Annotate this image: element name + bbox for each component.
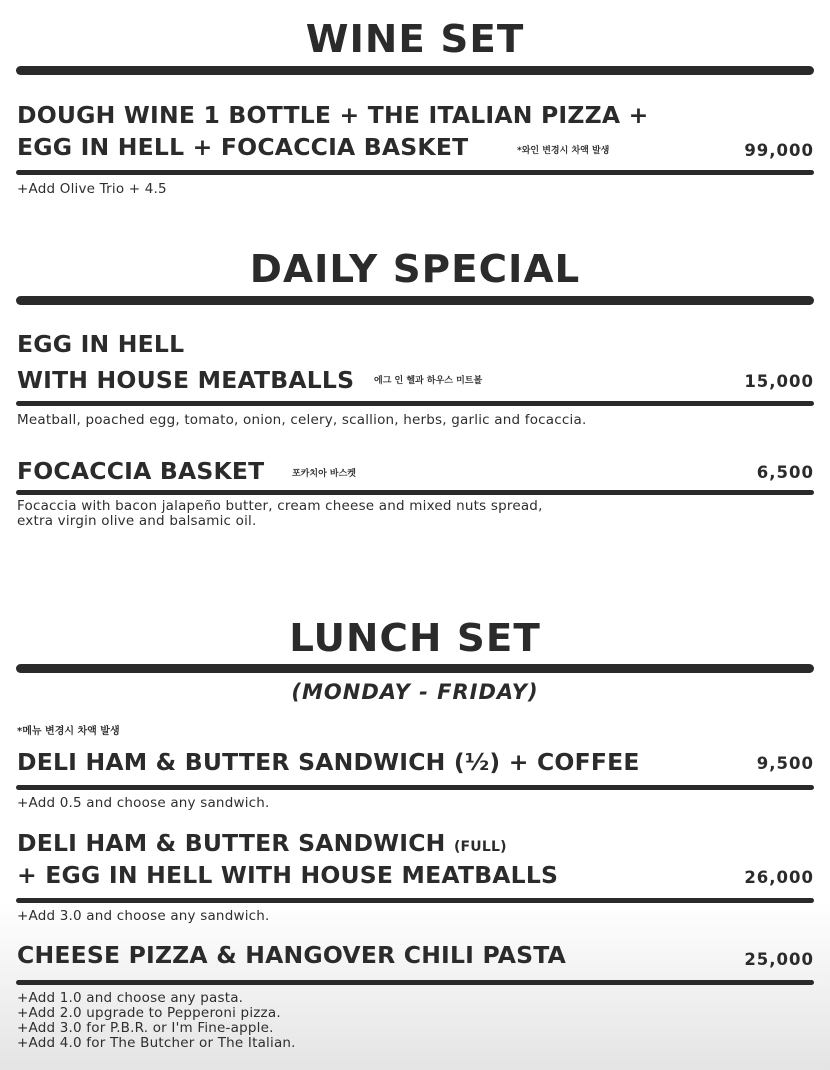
wine-set-item-line2: EGG IN HELL + FOCACCIA BASKET bbox=[17, 133, 469, 161]
wine-set-item-line1: DOUGH WINE 1 BOTTLE + THE ITALIAN PIZZA + bbox=[17, 101, 649, 129]
egg-in-hell-korean: 에그 인 헬과 하우스 미트볼 bbox=[374, 376, 483, 386]
lunch-item-3-addon: +Add 2.0 upgrade to Pepperoni pizza. bbox=[17, 1005, 281, 1021]
focaccia-basket-desc-line2: extra virgin olive and balsamic oil. bbox=[17, 513, 257, 529]
lunch-set-title: LUNCH SET bbox=[289, 616, 541, 660]
wine-set-addon: +Add Olive Trio + 4.5 bbox=[17, 181, 167, 197]
lunch-set-subtitle: (MONDAY - FRIDAY) bbox=[291, 680, 539, 704]
divider bbox=[16, 170, 814, 175]
egg-in-hell-price: 15,000 bbox=[744, 372, 814, 391]
lunch-item-2-name-line1 bbox=[17, 829, 507, 857]
wine-set-price: 99,000 bbox=[744, 141, 814, 160]
focaccia-basket-name: FOCACCIA BASKET bbox=[17, 457, 265, 485]
focaccia-basket-price: 6,500 bbox=[756, 463, 814, 482]
focaccia-basket-korean: 포카치아 바스켓 bbox=[292, 469, 356, 479]
lunch-item-2-size: (FULL) bbox=[453, 839, 507, 855]
divider bbox=[16, 980, 814, 985]
divider bbox=[16, 401, 814, 406]
lunch-item-2-addon: +Add 3.0 and choose any sandwich. bbox=[17, 908, 270, 924]
lunch-item-1-price: 9,500 bbox=[756, 754, 814, 773]
wine-set-title: WINE SET bbox=[305, 17, 525, 61]
wine-set-korean-note: *와인 변경시 차액 발생 bbox=[517, 146, 610, 156]
lunch-item-1-name: DELI HAM & BUTTER SANDWICH (½) + COFFEE bbox=[17, 748, 640, 776]
focaccia-basket-desc-line1: Focaccia with bacon jalapeño butter, cream cheese and mixed nuts spread, bbox=[17, 498, 543, 514]
divider bbox=[16, 490, 814, 495]
lunch-item-3-addon: +Add 4.0 for The Butcher or The Italian. bbox=[17, 1035, 296, 1051]
divider bbox=[16, 296, 814, 305]
daily-special-title: DAILY SPECIAL bbox=[249, 247, 581, 291]
lunch-item-2-price: 26,000 bbox=[744, 868, 814, 887]
divider bbox=[16, 664, 814, 673]
egg-in-hell-name-line1: EGG IN HELL bbox=[17, 330, 185, 358]
lunch-item-3-name: CHEESE PIZZA & HANGOVER CHILI PASTA bbox=[17, 941, 567, 969]
lunch-item-3-price: 25,000 bbox=[744, 950, 814, 969]
lunch-set-korean-note: *메뉴 변경시 차액 발생 bbox=[17, 726, 120, 737]
egg-in-hell-desc: Meatball, poached egg, tomato, onion, celery, scallion, herbs, garlic and focaccia. bbox=[17, 412, 587, 428]
divider bbox=[16, 66, 814, 75]
divider bbox=[16, 898, 814, 903]
egg-in-hell-name-line2: WITH HOUSE MEATBALLS bbox=[17, 366, 355, 394]
lunch-item-1-addon: +Add 0.5 and choose any sandwich. bbox=[17, 795, 270, 811]
lunch-item-3-addon: +Add 3.0 for P.B.R. or I'm Fine-apple. bbox=[17, 1020, 274, 1036]
lunch-item-2-name-line2: + EGG IN HELL WITH HOUSE MEATBALLS bbox=[17, 861, 559, 889]
lunch-item-3-addon: +Add 1.0 and choose any pasta. bbox=[17, 990, 244, 1006]
lunch-item-2-name-main: DELI HAM & BUTTER SANDWICH bbox=[17, 829, 446, 857]
divider bbox=[16, 785, 814, 790]
